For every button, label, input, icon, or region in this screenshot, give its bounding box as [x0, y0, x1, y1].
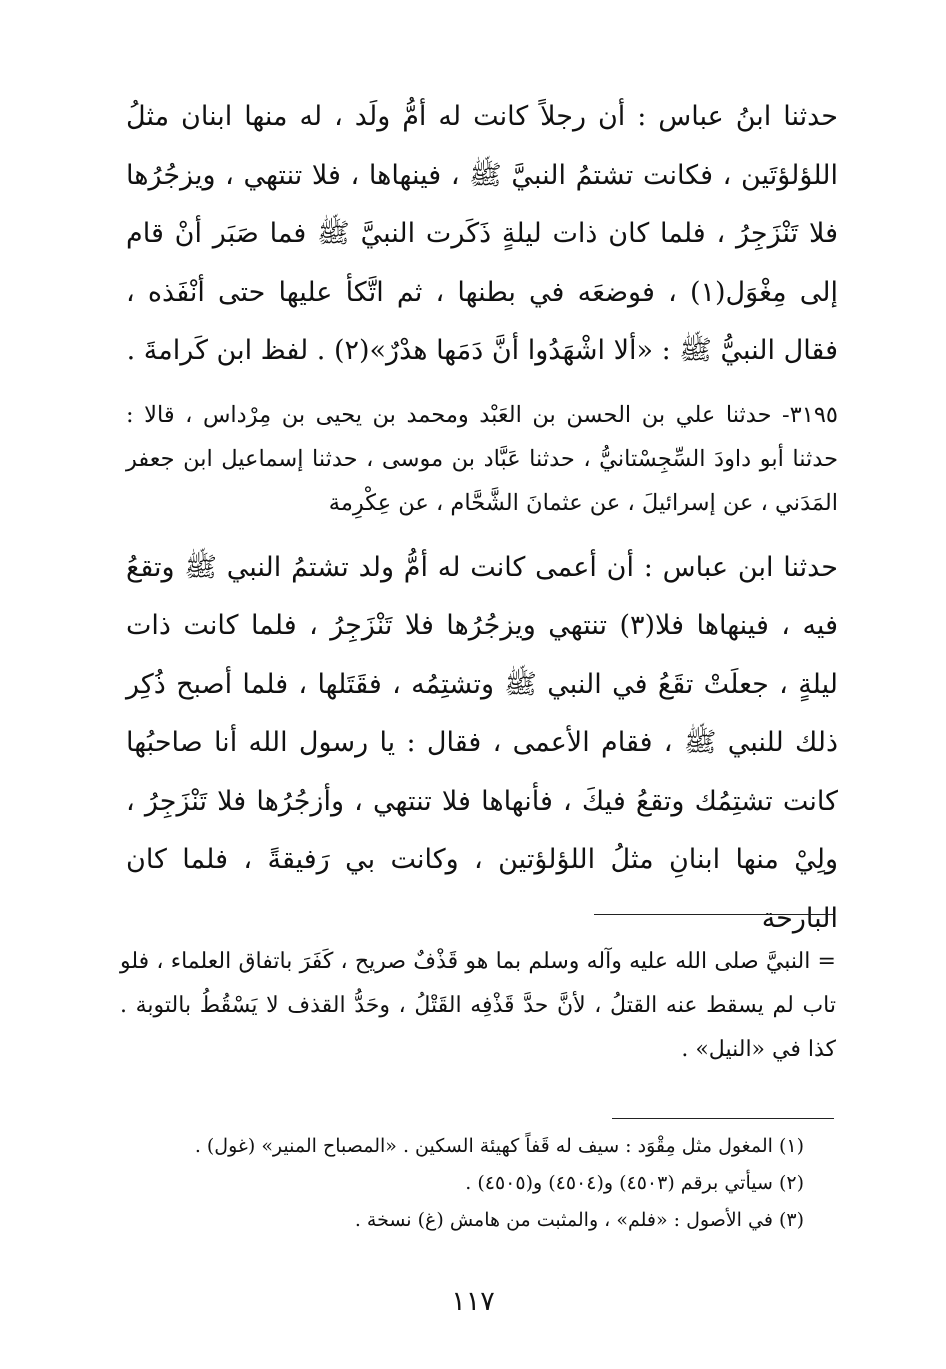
footnote-continuation: = النبيَّ صلى الله عليه وآله وسلم بما هو قَذْفٌ صريح ، كَفَرَ باتفاق العلماء ، فلو تاب لم يسقط عنه القتلُ ، لأنَّ حدَّ قَذْفِه القَتْلُ ، وحَدُّ القذف لا يَسْقُطُ بالتوبة . كذا في «النيل» . [120, 949, 836, 1062]
footnote-3: (٣) في الأصول : «فلم» ، والمثبت من هامش (غ) نسخة . [354, 1209, 804, 1231]
hadith-paragraph-1: حدثنا ابنُ عباس : أن رجلاً كانت له أمُّ ولَد ، له منها ابنان مثلُ اللؤلؤتَين ، فكانت تشتمُ النبيَّ ﷺ ، فينهاها ، فلا تنتهي ، ويزجُرُها فلا تَنْزَجِرُ ، فلما كان ذات ليلةٍ ذَكَرت النبيَّ ﷺ فما صَبَر أنْ قام إلى مِغْوَل(١) ، فوضعَه في بطنها ، ثم اتَّكأ عليها حتى أنْفَذه ، فقال النبيُّ ﷺ : «ألا اشْهَدُوا أنَّ دَمَها هدْرٌ»(٢) . لفظ ابن كَرامةَ . [126, 101, 838, 366]
footnote-separator [594, 914, 834, 915]
footnote-2: (٢) سيأتي برقم (٤٥٠٣) و(٤٥٠٤) و(٤٥٠٥) . [465, 1172, 804, 1194]
footnote-separator-2 [612, 1118, 834, 1119]
hadith-paragraph-2: حدثنا ابن عباس : أن أعمى كانت له أمُّ ولد تشتمُ النبي ﷺ وتقعُ فيه ، فينهاها فلا(٣) تنتهي ويزجُرُها فلا تَنْزَجِرُ ، فلما كانت ذات ليلةٍ ، جعلَتْ تقَعُ في النبي ﷺ وتشتِمُه ، فقَتَلها ، فلما أصبح ذُكِر ذلك للنبي ﷺ ، فقام الأعمى ، فقال : يا رسول الله أنا صاحبُها كانت تشتِمُك وتقعُ فيكَ ، فأنهاها فلا تنتهي ، وأزجُرُها فلا تَنْزَجِرُ ، ولِيْ منها ابنانِ مثلُ اللؤلؤتين ، وكانت بي رَفيقةً ، فلما كان البارحة [126, 551, 838, 934]
footnote-1: (١) المغول مثل مِقْوَد : سيف له قَفاً كهيئة السكين . «المصباح المنير» (غول) . [194, 1135, 804, 1157]
main-text [126, 88, 838, 948]
isnad-paragraph-3195: ٣١٩٥- حدثنا علي بن الحسن بن العَبْد ومحمد بن يحيى بن مِرْداس ، قالا : حدثنا أبو داودَ السِّجِسْتانيُّ ، حدثنا عَبَّاد بن موسى ، حدثنا إسماعيل ابن جعفر المَدَني ، عن إسرائيلَ ، عن عثمانَ الشَّحَّام ، عن عِكْرِمة [126, 401, 838, 516]
footnotes-list [164, 1128, 804, 1239]
page-number: ١١٧ [451, 1286, 495, 1317]
